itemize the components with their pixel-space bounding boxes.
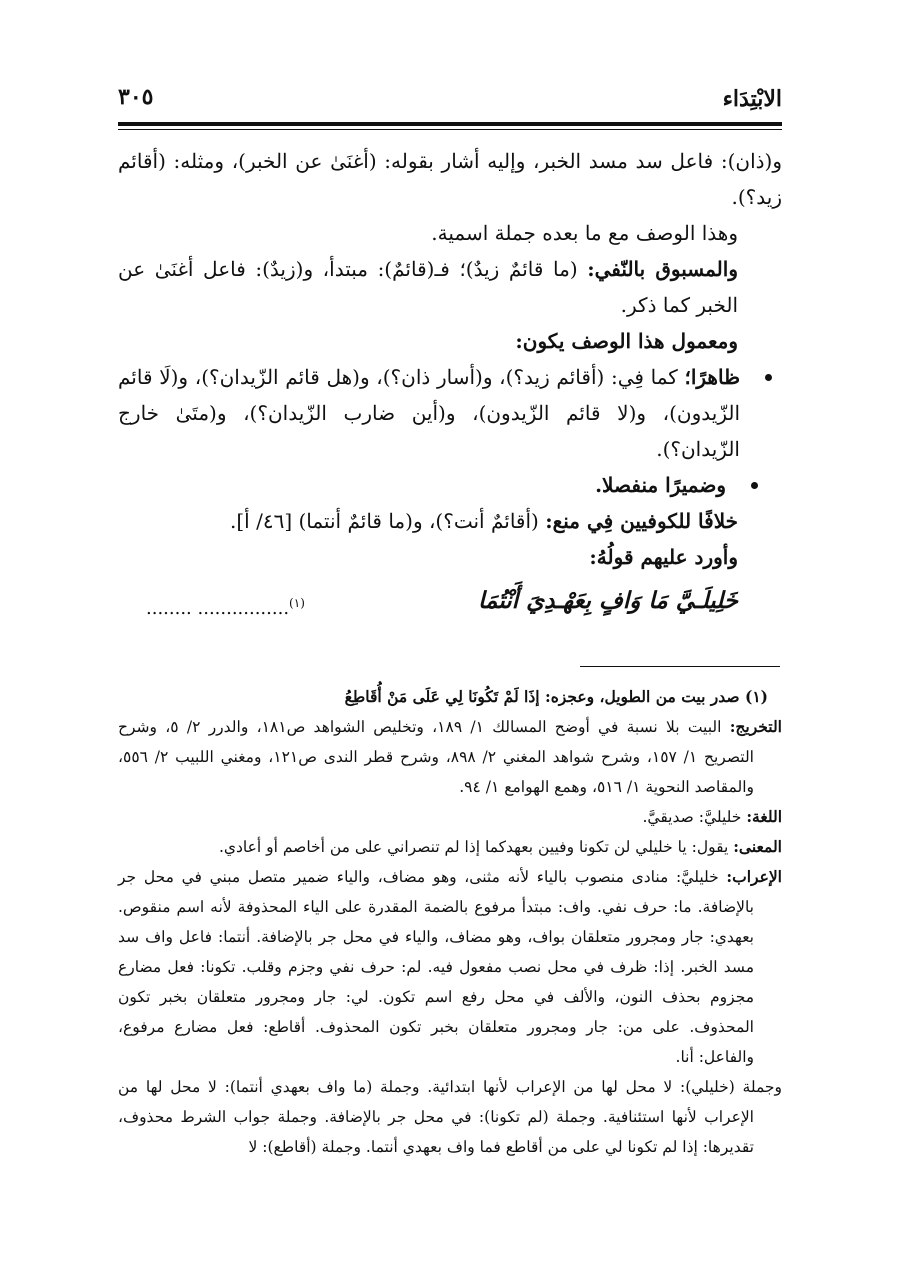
paragraph	[118, 251, 782, 323]
running-header	[118, 82, 782, 118]
footnote-jumla: وجملة (خليلي): لا محل لها من الإعراب لأنها ابتدائية. وجملة (ما واف بعهدي أنتما): لا محل لها من الإعراب لأنها استئنافية. وجملة (لم تكونا): في محل جر بالإضافة. وجملة جواب الشرط محذوف، تقديرها: إذا لم تكونا لي على من أقاطع فما واف بعهدي أنتما. وجملة (أقاطع): لا	[118, 1078, 782, 1156]
bold-heading: ومعمول هذا الوصف يكون:	[515, 329, 738, 353]
footnote-irab	[118, 862, 782, 1072]
bold-term: وضميرًا منفصلا.	[595, 473, 726, 497]
footnote-maana	[118, 832, 782, 862]
bullet-icon	[765, 374, 772, 381]
footnote-label: التخريج:	[729, 717, 782, 736]
bullet-list	[118, 359, 782, 503]
bold-term: ظاهرًا؛	[684, 365, 740, 389]
footnote-ref: (١)	[289, 596, 305, 610]
paragraph-text: (ما قائمٌ زيدٌ)؛ فـ(قائمٌ): مبتدأ، و(زيدٌ): فاعل أغنَىٰ عن الخبر كما ذكر.	[118, 257, 738, 317]
chapter-title: الابْتِدَاء	[722, 86, 782, 112]
footnote-label: اللغة:	[746, 807, 782, 826]
paragraph-text: (أقائمٌ أنت؟)، و(ما قائمٌ أنتما) [٤٦/ أ].	[230, 509, 546, 533]
dots: ................ ........	[146, 598, 290, 619]
list-item-text: كما فِي: (أقائم زيد؟)، و(أسار ذان؟)، و(هل قائم الزّيدان؟)، و(لَا قائم الزّيدون)، و(لا قائم الزّيدون)، و(أين ضارب الزّيدان؟)، و(متَىٰ خارج الزّيدان؟).	[118, 365, 740, 461]
paragraph: وهذا الوصف مع ما بعده جملة اسمية.	[431, 221, 738, 245]
header-rule-thick	[118, 122, 782, 126]
bullet-icon	[751, 482, 758, 489]
list-item	[118, 467, 740, 503]
footnote-label: المعنى:	[733, 837, 782, 856]
paragraph	[118, 503, 782, 539]
footnotes	[118, 682, 782, 1162]
list-item	[118, 359, 740, 467]
page-number: ٣٠٥	[118, 84, 154, 110]
poetry-verse	[118, 583, 782, 627]
verse-ellipsis	[146, 585, 305, 627]
bold-heading: وأورد عليهم قولُهُ:	[589, 545, 738, 569]
footnote-label: الإعراب:	[726, 867, 782, 886]
footnote-text: خليليَّ: صديقيَّ.	[642, 808, 747, 826]
footnote-text: يقول: يا خليلي لن تكونا وفيين بعهدكما إذا لم تنصراني على من أخاصم أو أعادي.	[218, 838, 734, 856]
verse-text: خَلِيلَـيَّ مَا وَافٍ بِعَهْـدِيَ أَنْتُمَا	[478, 587, 738, 614]
footnote-takhrij	[118, 712, 782, 802]
header-rule-thin	[118, 129, 782, 130]
footnote-text: البيت بلا نسبة في أوضح المسالك ١/ ١٨٩، وتخليص الشواهد ص١٨١، والدرر ٢/ ٥، وشرح التصريح ١/ ١٥٧، وشرح شواهد المغني ٢/ ٨٩٨، وشرح قطر الندى ص١٢١، ومغني اللبيب ٢/ ٥٥٦، والمقاصد النحوية ١/ ٥١٦، وهمع الهوامع ١/ ٩٤.	[118, 718, 754, 796]
footnote-separator	[580, 666, 780, 667]
footnote-text: خليليَّ: منادى منصوب بالياء لأنه مثنى، وهو مضاف، والياء ضمير متصل مبني في محل جر بالإضافة. ما: حرف نفي. واف: مبتدأ مرفوع بالضمة المقدرة على الياء المحذوفة لأنه اسم منقوص. بعهدي: جار ومجرور متعلقان بواف، وهو مضاف، والياء في محل جر بالإضافة. أنتما: فاعل واف سد مسد الخبر. إذا: ظرف في محل نصب مفعول فيه. لم: حرف نفي وجزم وقلب. تكونا: فعل مضارع مجزوم بحذف النون، والألف في محل رفع اسم تكون. لي: جار ومجرور متعلقان بخبر تكون المحذوف. على من: جار ومجرور متعلقان بخبر تكون المحذوف. أقاطع: فعل مضارع مرفوع، والفاعل: أنا.	[118, 868, 754, 1066]
bold-term: والمسبوق بالنّفي:	[587, 257, 738, 281]
footnote: (١) صدر بيت من الطويل، وعجزه: إذَا لَمْ تَكُونَا لِي عَلَى مَنْ أُقَاطِعُ	[344, 687, 768, 706]
main-text	[118, 143, 782, 627]
paragraph	[118, 323, 782, 359]
footnote-lugha	[118, 802, 782, 832]
paragraph: و(ذان): فاعل سد مسد الخبر، وإليه أشار بقوله: (أغنَىٰ عن الخبر)، ومثله: (أقائم زيد؟).	[118, 149, 782, 209]
paragraph	[118, 539, 782, 575]
bold-term: خلافًا للكوفيين فِي منع:	[545, 509, 738, 533]
